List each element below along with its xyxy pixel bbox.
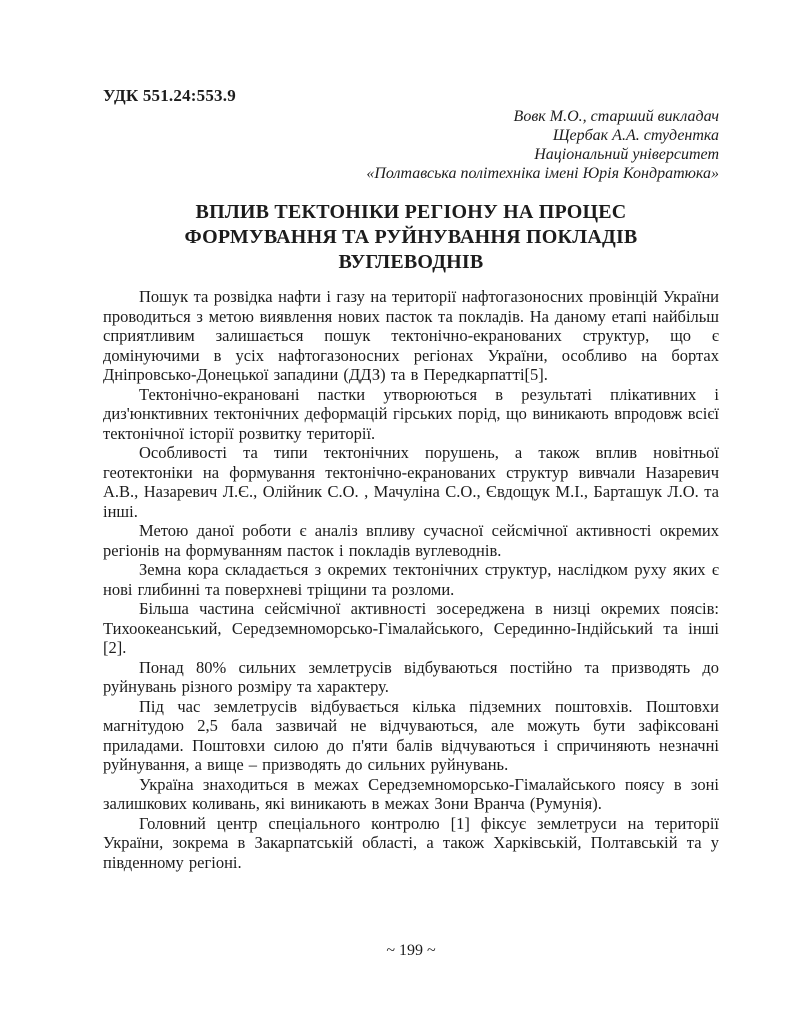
title-line: ВПЛИВ ТЕКТОНІКИ РЕГІОНУ НА ПРОЦЕС	[195, 201, 627, 223]
paragraph: Пошук та розвідка нафти і газу на території нафтогазоносних провінцій України проводиться з метою виявлення нових пасток та покладів. На даному етапі найбільш сприятливим залишається пошук тектонічно-екранованих структур, що є домінуючими в усіх нафтогазоносних регіонах України, особливо на бортах Дніпровсько-Донецької западини (ДДЗ) та в Передкарпатті[5].	[103, 287, 719, 384]
paragraph: Понад 80% сильних землетрусів відбуваються постійно та призводять до руйнувань різного розміру та характеру.	[103, 657, 719, 696]
title-line: ВУГЛЕВОДНІВ	[338, 251, 484, 273]
article-body	[103, 287, 719, 872]
paragraph: Головний центр спеціального контролю [1] фіксує землетруси на території України, зокрема в Закарпатській області, а також Харківській, Полтавській та у південному регіоні.	[103, 813, 719, 872]
author-line: Вовк М.О., старший викладач	[513, 108, 719, 125]
affiliation-line: Національний університет	[534, 146, 719, 163]
paragraph: Україна знаходиться в межах Середземноморсько-Гімалайського поясу в зоні залишкових коливань, які виникають в межах Зони Вранча (Румунія).	[103, 774, 719, 813]
paragraph: Більша частина сейсмічної активності зосереджена в низці окремих поясів: Тихоокеанський, Середземноморсько-Гімалайського, Серединно-Індійський та інші [2].	[103, 599, 719, 657]
page-content	[103, 86, 719, 872]
paragraph: Земна кора складається з окремих тектонічних структур, наслідком руху яких є нові глибинні та поверхневі тріщини та розломи.	[103, 560, 719, 599]
article-title	[103, 200, 719, 275]
paragraph: Особливості та типи тектонічних порушень, а також вплив новітньої геотектоніки на формування тектонічно-екранованих структур вивчали Назаревич А.В., Назаревич Л.Є., Олійник С.О. , Мачуліна С.О., Євдощук М.І., Барташук Л.О. та інші.	[103, 443, 719, 521]
paragraph: Метою даної роботи є аналіз впливу сучасної сейсмічної активності окремих регіонів на формуванням пасток і покладів вуглеводнів.	[103, 521, 719, 560]
affiliation-line: «Полтавська політехніка імені Юрія Кондратюка»	[366, 165, 719, 182]
udc-code: УДК 551.24:553.9	[103, 86, 236, 105]
page-number: ~ 199 ~	[386, 942, 436, 959]
paragraph: Під час землетрусів відбувається кілька підземних поштовхів. Поштовхи магнітудою 2,5 бала зазвичай не відчуваються, але можуть бути зафіксовані приладами. Поштовхи силою до п'яти балів відчуваються і спричиняють незначні руйнування, а вище – призводять до сильних руйнувань.	[103, 696, 719, 774]
title-line: ФОРМУВАННЯ ТА РУЙНУВАННЯ ПОКЛАДІВ	[184, 226, 638, 248]
paragraph: Тектонічно-екрановані пастки утворюються в результаті плікативних і диз'юнктивних тектонічних деформацій гірських порід, що виникають впродовж всієї тектонічної історії розвитку території.	[103, 384, 719, 443]
author-line: Щербак А.А. студентка	[552, 127, 719, 144]
author-block	[103, 107, 719, 183]
